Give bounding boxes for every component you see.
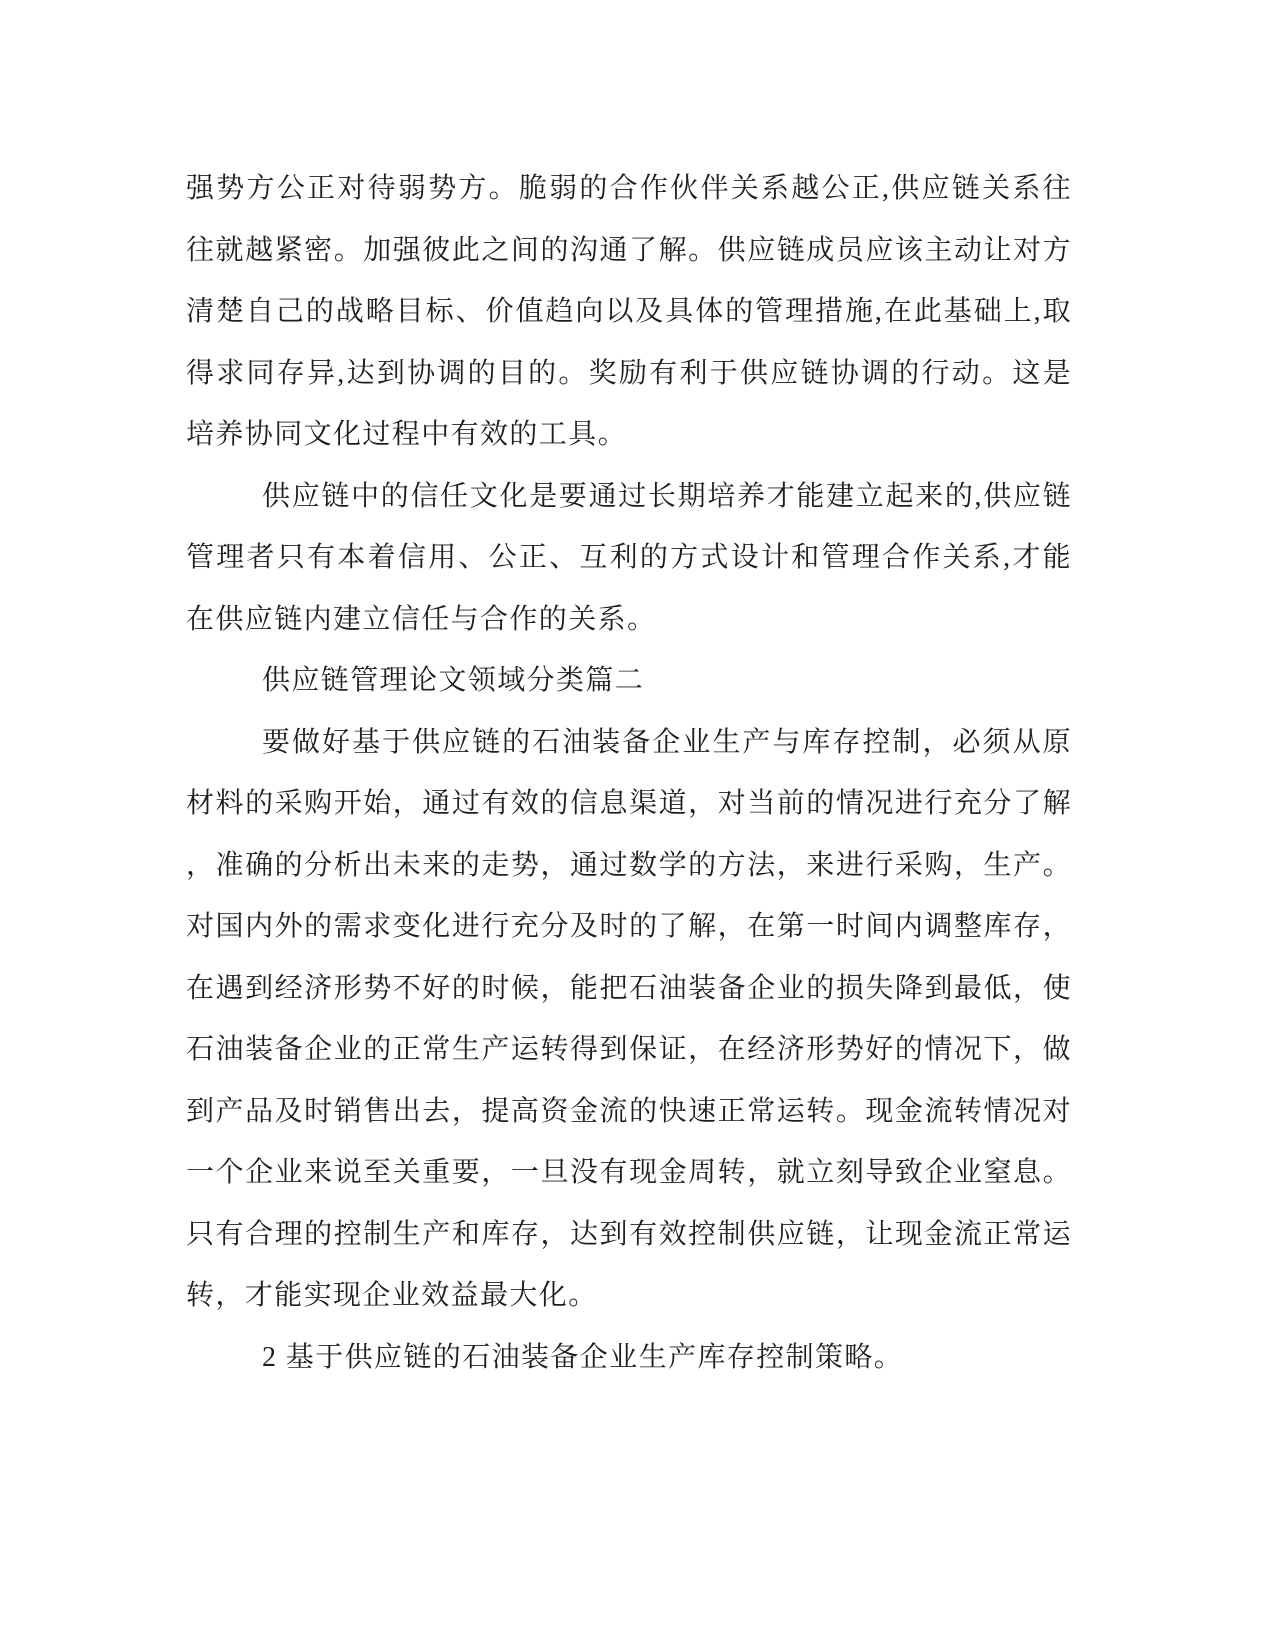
page-text-block [186,158,1072,1388]
paragraph-trust-culture: 供应链中的信任文化是要通过长期培养才能建立起来的,供应链管理者只有本着信用、公正、互利的方式设计和管理合作关系,才能在供应链内建立信任与合作的关系。 [186,480,1072,635]
paragraph-section-heading-part-two: 供应链管理论文领域分类篇二 [262,665,645,696]
paragraph-oil-equipment-inventory-control: 要做好基于供应链的石油装备企业生产与库存控制，必须从原材料的采购开始，通过有效的信息渠道，对当前的情况进行充分了解，准确的分析出未来的走势，通过数学的方法，来进行采购，生产。对国内外的需求变化进行充分及时的了解，在第一时间内调整库存，在遇到经济形势不好的时候，能把石油装备企业的损失降到最低，使石油装备企业的正常生产运转得到保证，在经济形势好的情况下，做到产品及时销售出去，提高资金流的快速正常运转。现金流转情况对一个企业来说至关重要，一旦没有现金周转，就立刻导致企业窒息。只有合理的控制生产和库存，达到有效控制供应链，让现金流正常运转，才能实现企业效益最大化。 [186,726,1072,1311]
paragraph-fairness-cooperation: 强势方公正对待弱势方。脆弱的合作伙伴关系越公正,供应链关系往往就越紧密。加强彼此之间的沟通了解。供应链成员应该主动让对方清楚自己的战略目标、价值趋向以及具体的管理措施,在此基础上,取得求同存异,达到协调的目的。奖励有利于供应链协调的行动。这是培养协同文化过程中有效的工具。 [186,173,1072,450]
paragraph-control-strategy-heading: 2 基于供应链的石油装备企业生产库存控制策略。 [262,1341,904,1373]
